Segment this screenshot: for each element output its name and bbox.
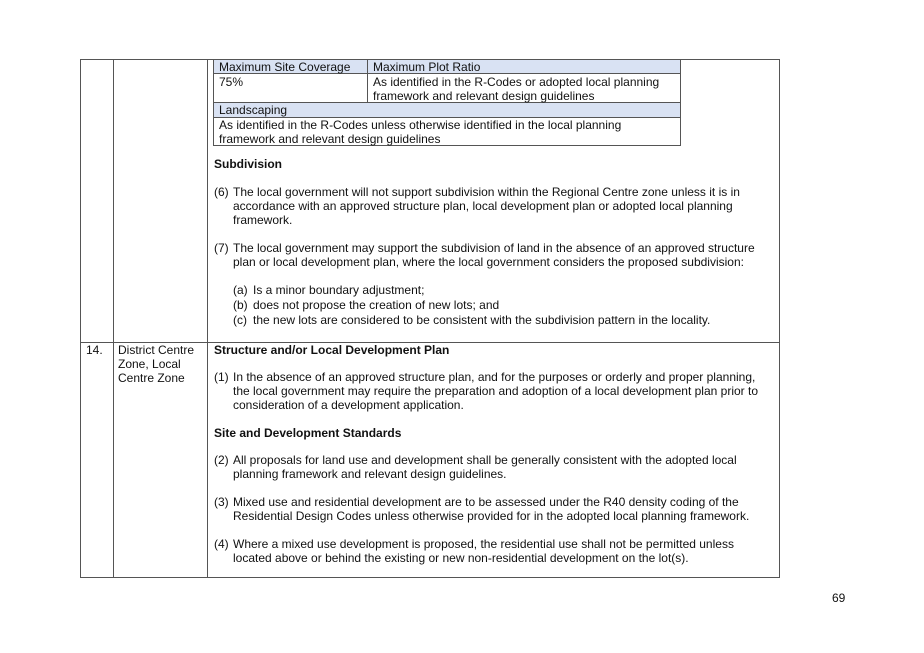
clause-6-line-1: The local government will not support subdivision within the Regional Centre zone unless it is in	[233, 185, 740, 199]
zone-name-line-3: Centre Zone	[118, 371, 185, 385]
sub-item-c-number: (c)	[233, 313, 247, 327]
clause-1-line-3: consideration of a development application.	[233, 398, 464, 412]
site-standards-heading: Site and Development Standards	[214, 426, 402, 440]
clause-4-number: (4)	[214, 537, 229, 551]
clause-1-number: (1)	[214, 370, 229, 384]
zone-name-line-1: District Centre	[118, 343, 195, 357]
plot-ratio-line-2: framework and relevant design guidelines	[373, 89, 595, 103]
clause-3-line-1: Mixed use and residential development are to be assessed under the R40 density coding of the	[233, 495, 739, 509]
clause-2-line-2: planning framework and relevant design guidelines.	[233, 467, 507, 481]
header-landscaping: Landscaping	[219, 103, 288, 117]
clause-1-line-2: the local government may require the preparation and adoption of a local development plan prior to	[233, 384, 758, 398]
clause-7-line-2: plan or local development plan, where the local government considers the proposed subdivision:	[233, 255, 744, 269]
clause-6-number: (6)	[214, 185, 229, 199]
header-max-site-coverage: Maximum Site Coverage	[219, 60, 351, 74]
sub-item-c-text: the new lots are considered to be consistent with the subdivision pattern in the locality.	[253, 313, 711, 327]
subdivision-heading: Subdivision	[214, 157, 283, 171]
clause-2-number: (2)	[214, 453, 229, 467]
sub-item-b-text: does not propose the creation of new lots; and	[253, 298, 500, 312]
zone-name-line-2: Zone, Local	[118, 357, 181, 371]
clause-3-number: (3)	[214, 495, 229, 509]
header-max-plot-ratio: Maximum Plot Ratio	[373, 60, 481, 74]
page-number: 69	[832, 591, 846, 605]
column-divider-2	[207, 60, 208, 577]
sub-item-b-number: (b)	[233, 298, 248, 312]
clause-7-line-1: The local government may support the subdivision of land in the absence of an approved structure	[233, 241, 755, 255]
clause-3-line-2: Residential Design Codes unless otherwise provided for in the adopted local planning framework.	[233, 509, 750, 523]
clause-6-line-3: framework.	[233, 213, 293, 227]
landscaping-line-1: As identified in the R-Codes unless otherwise identified in the local planning	[219, 118, 622, 132]
clause-4-line-2: located above or behind the existing or new non-residential development on the lot(s).	[233, 551, 689, 565]
sub-item-a-number: (a)	[233, 283, 248, 297]
structure-plan-heading: Structure and/or Local Development Plan	[214, 343, 450, 357]
site-coverage-value: 75%	[219, 75, 244, 89]
clause-2-line-1: All proposals for land use and development shall be generally consistent with the adopted local	[233, 453, 737, 467]
row-number: 14.	[86, 343, 103, 357]
landscaping-line-2: framework and relevant design guidelines	[219, 132, 441, 146]
clause-7-number: (7)	[214, 241, 229, 255]
clause-6-line-2: accordance with an approved structure plan, local development plan or adopted local planning	[233, 199, 733, 213]
plot-ratio-line-1: As identified in the R-Codes or adopted local planning	[373, 75, 660, 89]
column-divider-1	[113, 60, 114, 577]
clause-1-line-1: In the absence of an approved structure plan, and for the purposes or orderly and proper planning,	[233, 370, 756, 384]
sub-item-a-text: Is a minor boundary adjustment;	[253, 283, 425, 297]
clause-4-line-1: Where a mixed use development is proposed, the residential use shall not be permitted unless	[233, 537, 734, 551]
